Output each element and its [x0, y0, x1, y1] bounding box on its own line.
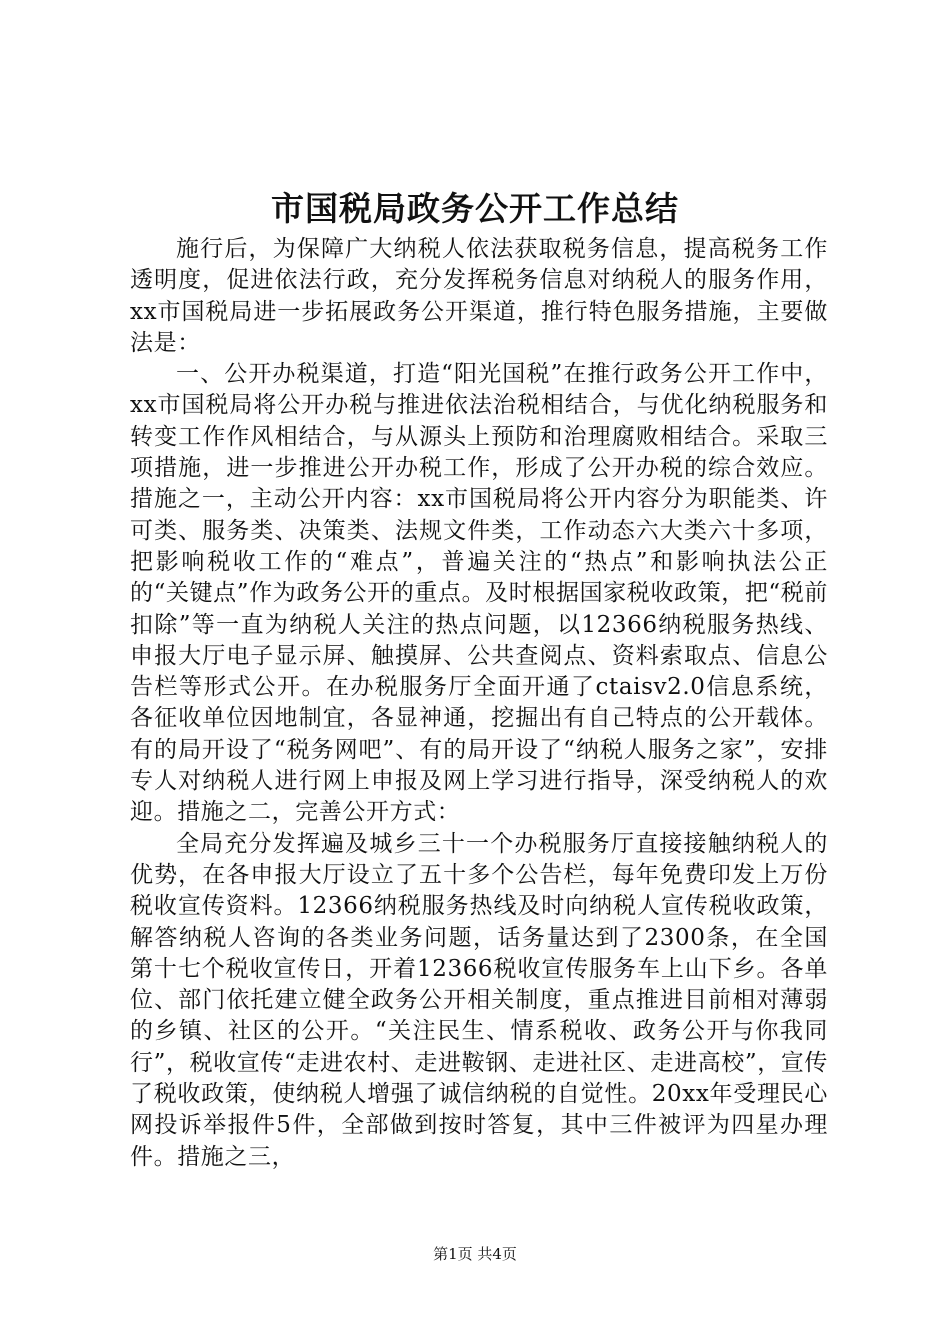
document-title: 市国税局政务公开工作总结 [271, 189, 679, 228]
document-body [130, 234, 828, 1173]
paragraph-section-one: 一、公开办税渠道，打造“阳光国税”在推行政务公开工作中，xx市国税局将公开办税与推进依法治税相结合，与优化纳税服务和转变工作作风相结合，与从源头上预防和治理腐败相结合。采取三项措施，进一步推进公开办税工作，形成了公开办税的综合效应。措施之一，主动公开内容：xx市国税局将公开内容分为职能类、许可类、服务类、决策类、法规文件类，工作动态六大类六十多项，把影响税收工作的“难点”，普遍关注的“热点”和影响执法公正的“关键点”作为政务公开的重点。及时根据国家税收政策，把“税前扣除”等一直为纳税人关注的热点问题，以12366纳税服务热线、申报大厅电子显示屏、触摸屏、公共查阅点、资料索取点、信息公告栏等形式公开。在办税服务厅全面开通了ctaisv2.0信息系统，各征收单位因地制宜，各显神通，挖掘出有自己特点的公开载体。有的局开设了“税务网吧”、有的局开设了“纳税人服务之家”，安排专人对纳税人进行网上申报及网上学习进行指导，深受纳税人的欢迎。措施之二，完善公开方式： [130, 361, 828, 826]
paragraph-measures: 全局充分发挥遍及城乡三十一个办税服务厅直接接触纳税人的优势，在各申报大厅设立了五十多个公告栏，每年免费印发上万份税收宣传资料。12366纳税服务热线及时向纳税人宣传税收政策，解答纳税人咨询的各类业务问题，话务量达到了2300条，在全国第十七个税收宣传日，开着12366税收宣传服务车上山下乡。各单位、部门依托建立健全政务公开相关制度，重点推进目前相对薄弱的乡镇、社区的公开。“关注民生、情系税收、政务公开与你我同行”，税收宣传“走进农村、走进鞍钢、走进社区、走进高校”，宣传了税收政策，使纳税人增强了诚信纳税的自觉性。20xx年受理民心网投诉举报件5件，全部做到按时答复，其中三件被评为四星办理件。措施之三， [130, 830, 828, 1170]
page-number-footer: 第1页 共4页 [433, 1245, 517, 1263]
paragraph-intro: 施行后，为保障广大纳税人依法获取税务信息，提高税务工作透明度，促进依法行政，充分发挥税务信息对纳税人的服务作用，xx市国税局进一步拓展政务公开渠道，推行特色服务措施，主要做法是： [130, 236, 828, 356]
